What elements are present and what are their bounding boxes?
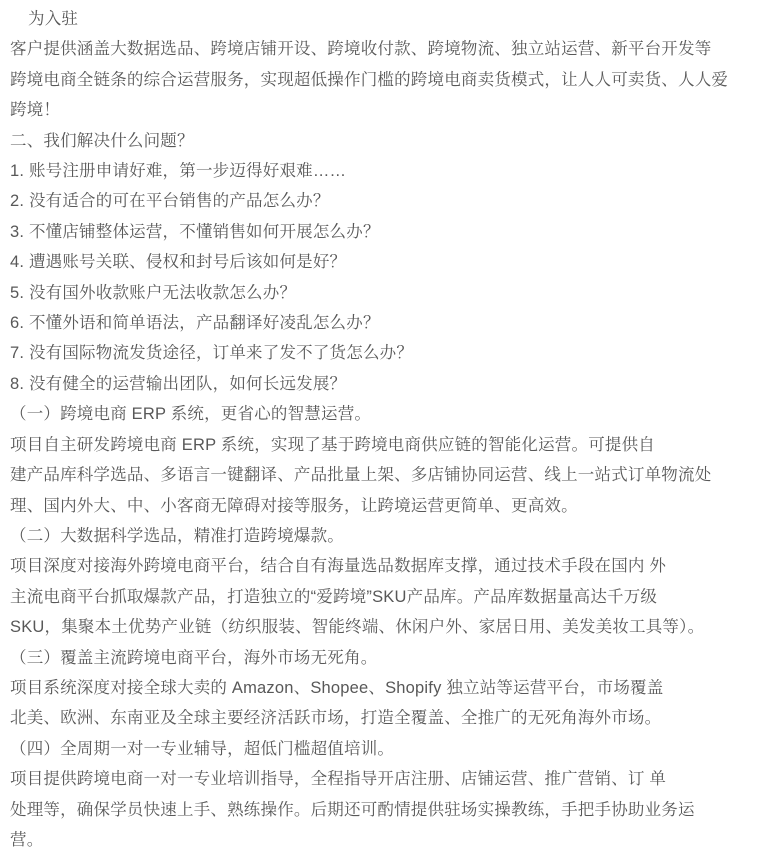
subsection-heading: （二）大数据科学选品，精准打造跨境爆款。 [10, 526, 344, 545]
list-item: 5. 没有国外收款账户无法收款怎么办？ [10, 283, 297, 302]
list-item: 2. 没有适合的可在平台销售的产品怎么办？ [10, 192, 330, 211]
text-line: 处理等，确保学员快速上手、熟练操作。后期还可酌情提供驻场实操教练，手把手协助业务运 [10, 800, 695, 819]
text-line: 理、国内外大、中、小客商无障碍对接等服务，让跨境运营更简单、更高效。 [10, 496, 578, 515]
text-line: 主流电商平台抓取爆款产品，打造独立的“爱跨境”SKU产品库。产品库数据量高达千万级 [10, 587, 658, 606]
list-item: 7. 没有国际物流发货途径，订单来了发不了货怎么办？ [10, 344, 414, 363]
text-line: SKU，集聚本土优势产业链（纺织服装、智能终端、休闲户外、家居日用、美发美妆工具等）。 [10, 618, 705, 637]
text-line: 项目提供跨境电商一对一专业培训指导，全程指导开店注册、店铺运营、推广营销、订 单 [10, 770, 667, 789]
text-line: 为入驻 [28, 10, 79, 28]
list-item: 1. 账号注册申请好难，第一步迈得好艰难…… [10, 162, 347, 181]
list-item: 8. 没有健全的运营输出团队，如何长远发展？ [10, 374, 347, 393]
text-line: 建产品库科学选品、多语言一键翻译、产品批量上架、多店铺协同运营、线上一站式订单物流处 [10, 466, 712, 485]
text-line: 项目自主研发跨境电商 ERP 系统，实现了基于跨境电商供应链的智能化运营。可提供自 [10, 435, 655, 454]
text-line: 北美、欧洲、东南亚及全球主要经济活跃市场，打造全覆盖、全推广的无死角海外市场。 [10, 709, 662, 728]
text-line: 项目系统深度对接全球大卖的 Amazon、Shopee、Shopify 独立站等运营平台，市场覆盖 [10, 678, 664, 697]
text-line: 项目深度对接海外跨境电商平台，结合自有海量选品数据库支撑，通过技术手段在国内 外 [10, 557, 667, 576]
text-line: 跨境电商全链条的综合运营服务，实现超低操作门槛的跨境电商卖货模式，让人人可卖货、人人爱 [10, 70, 729, 89]
list-item: 4. 遭遇账号关联、侵权和封号后该如何是好？ [10, 253, 347, 272]
text-line: 客户提供涵盖大数据选品、跨境店铺开设、跨境收付款、跨境物流、独立站运营、新平台开发等 [10, 40, 712, 59]
subsection-heading: （一）跨境电商 ERP 系统，更省心的智慧运营。 [10, 405, 372, 424]
subsection-heading: （三）覆盖主流跨境电商平台，海外市场无死角。 [10, 648, 378, 667]
text-line: 营。 [10, 830, 44, 849]
subsection-heading: （四）全周期一对一专业辅导，超低门槛超值培训。 [10, 739, 395, 758]
list-item: 3. 不懂店铺整体运营，不懂销售如何开展怎么办？ [10, 222, 380, 241]
list-item: 6. 不懂外语和简单语法，产品翻译好凌乱怎么办？ [10, 314, 380, 333]
section-heading: 二、我们解决什么问题？ [10, 131, 194, 150]
text-line: 跨境！ [10, 101, 61, 120]
